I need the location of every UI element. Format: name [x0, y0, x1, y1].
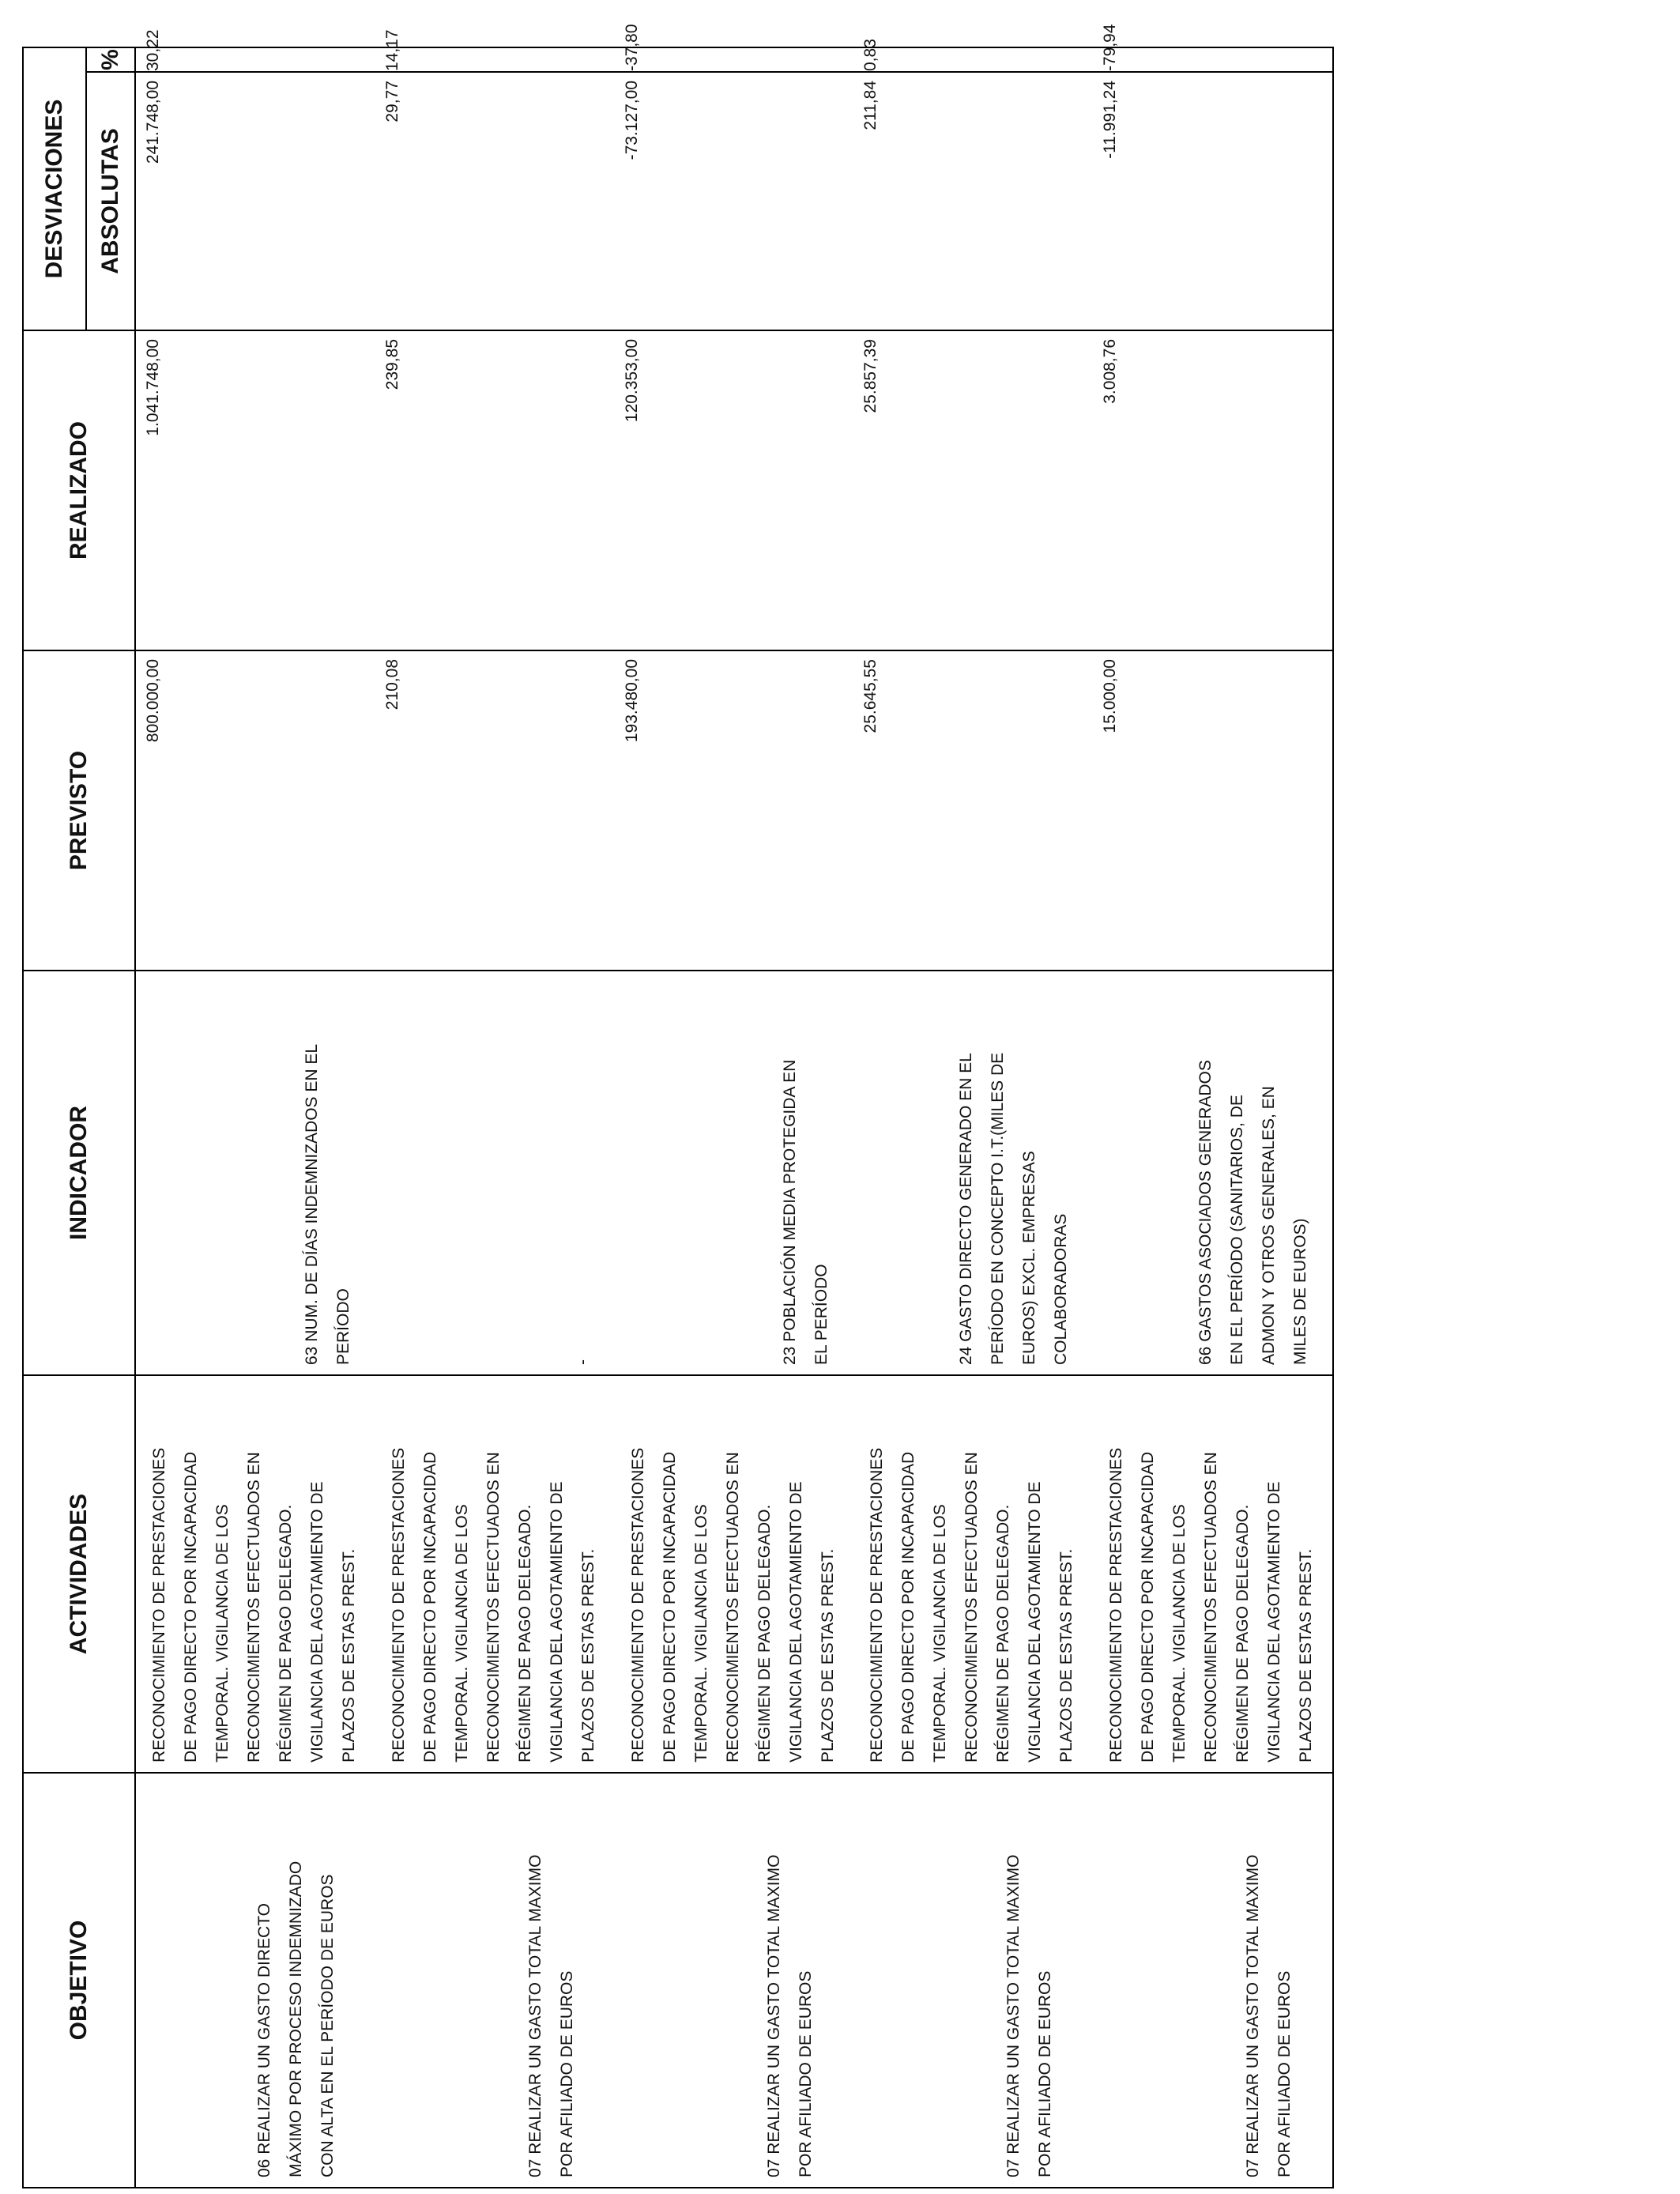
actividades-cell: RECONOCIMIENTO DE PRESTACIONES DE PAGO DIRECTO POR INCAPACIDAD TEMPORAL. VIGILANCIA DE LOS RECONOCIMIENTOS EFECTUADOS EN RÉGIMEN DE PAGO DELEGADO. VIGILANCIA DEL AGOTAMIENTO DE PLAZOS DE ESTAS PREST.: [1093, 1375, 1333, 1773]
porcentaje-cell: -37,80: [615, 47, 854, 72]
objetivo-cell: 07 REALIZAR UN GASTO TOTAL MAXIMO POR AFILIADO DE EUROS: [615, 1773, 854, 2188]
previsto-cell: 210,08: [375, 650, 615, 971]
absolutas-cell: -11.991,24: [1093, 72, 1333, 330]
realizado-cell: 1.041.748,00: [135, 330, 375, 650]
header-objetivo: OBJETIVO: [23, 1773, 135, 2188]
header-absolutas: ABSOLUTAS: [86, 72, 135, 330]
table-row: [135, 47, 375, 2188]
objetivo-cell: 07 REALIZAR UN GASTO TOTAL MAXIMO POR AFILIADO DE EUROS: [1093, 1773, 1333, 2188]
objectives-table: [22, 24, 1334, 2188]
indicador-cell: 63 NUM. DE DÍAS INDEMNIZADOS EN EL PERÍODO: [135, 971, 375, 1375]
absolutas-cell: -73.127,00: [615, 72, 854, 330]
header-desviaciones: DESVIACIONES: [23, 47, 86, 330]
objetivo-cell: 07 REALIZAR UN GASTO TOTAL MAXIMO POR AFILIADO DE EUROS: [375, 1773, 615, 2188]
actividades-cell: RECONOCIMIENTO DE PRESTACIONES DE PAGO DIRECTO POR INCAPACIDAD TEMPORAL. VIGILANCIA DE LOS RECONOCIMIENTOS EFECTUADOS EN RÉGIMEN DE PAGO DELEGADO. VIGILANCIA DEL AGOTAMIENTO DE PLAZOS DE ESTAS PREST.: [615, 1375, 854, 1773]
previsto-cell: 193.480,00: [615, 650, 854, 971]
table-row: [615, 47, 854, 2188]
actividades-cell: RECONOCIMIENTO DE PRESTACIONES DE PAGO DIRECTO POR INCAPACIDAD TEMPORAL. VIGILANCIA DE LOS RECONOCIMIENTOS EFECTUADOS EN RÉGIMEN DE PAGO DELEGADO. VIGILANCIA DEL AGOTAMIENTO DE PLAZOS DE ESTAS PREST.: [853, 1375, 1093, 1773]
table-body: [135, 24, 1333, 2188]
header-realizado: REALIZADO: [23, 330, 135, 650]
table-row: [853, 47, 1093, 2188]
actividades-cell: RECONOCIMIENTO DE PRESTACIONES DE PAGO DIRECTO POR INCAPACIDAD TEMPORAL. VIGILANCIA DE LOS RECONOCIMIENTOS EFECTUADOS EN RÉGIMEN DE PAGO DELEGADO. VIGILANCIA DEL AGOTAMIENTO DE PLAZOS DE ESTAS PREST.: [375, 1375, 615, 1773]
porcentaje-cell: 14,17: [375, 47, 615, 72]
realizado-cell: 239,85: [375, 330, 615, 650]
indicador-cell: -: [375, 971, 615, 1375]
realizado-cell: 25.857,39: [853, 330, 1093, 650]
header-actividades: ACTIVIDADES: [23, 1375, 135, 1773]
realizado-cell: 3.008,76: [1093, 330, 1333, 650]
rotated-report-page: [22, 24, 1334, 2188]
absolutas-cell: 29,77: [375, 72, 615, 330]
porcentaje-cell: -79,94: [1093, 47, 1333, 72]
table-row: [1093, 47, 1333, 2188]
indicador-cell: 24 GASTO DIRECTO GENERADO EN EL PERÍODO EN CONCEPTO I.T.(MILES DE EUROS) EXCL. EMPRESAS COLABORADORAS: [853, 971, 1093, 1375]
objetivo-cell: 07 REALIZAR UN GASTO TOTAL MAXIMO POR AFILIADO DE EUROS: [853, 1773, 1093, 2188]
indicador-cell: 23 POBLACIÓN MEDIA PROTEGIDA EN EL PERÍODO: [615, 971, 854, 1375]
indicador-cell: 66 GASTOS ASOCIADOS GENERADOS EN EL PERÍODO (SANITARIOS, DE ADMON Y OTROS GENERALES, EN MILES DE EUROS): [1093, 971, 1333, 1375]
absolutas-cell: 211,84: [853, 72, 1093, 330]
header-indicador: INDICADOR: [23, 971, 135, 1375]
header-porcentaje: %: [86, 47, 135, 72]
actividades-cell: RECONOCIMIENTO DE PRESTACIONES DE PAGO DIRECTO POR INCAPACIDAD TEMPORAL. VIGILANCIA DE LOS RECONOCIMIENTOS EFECTUADOS EN RÉGIMEN DE PAGO DELEGADO. VIGILANCIA DEL AGOTAMIENTO DE PLAZOS DE ESTAS PREST.: [135, 1375, 375, 1773]
table-row: [375, 47, 615, 2188]
realizado-cell: 120.353,00: [615, 330, 854, 650]
previsto-cell: 800.000,00: [135, 650, 375, 971]
previsto-cell: 25.645,55: [853, 650, 1093, 971]
previsto-cell: 15.000,00: [1093, 650, 1333, 971]
objetivo-cell: 06 REALIZAR UN GASTO DIRECTO MÁXIMO POR PROCESO INDEMNIZADO CON ALTA EN EL PERÍODO DE EUROS: [135, 1773, 375, 2188]
header-previsto: PREVISTO: [23, 650, 135, 971]
porcentaje-cell: 0,83: [853, 47, 1093, 72]
absolutas-cell: 241.748,00: [135, 72, 375, 330]
porcentaje-cell: 30,22: [135, 47, 375, 72]
